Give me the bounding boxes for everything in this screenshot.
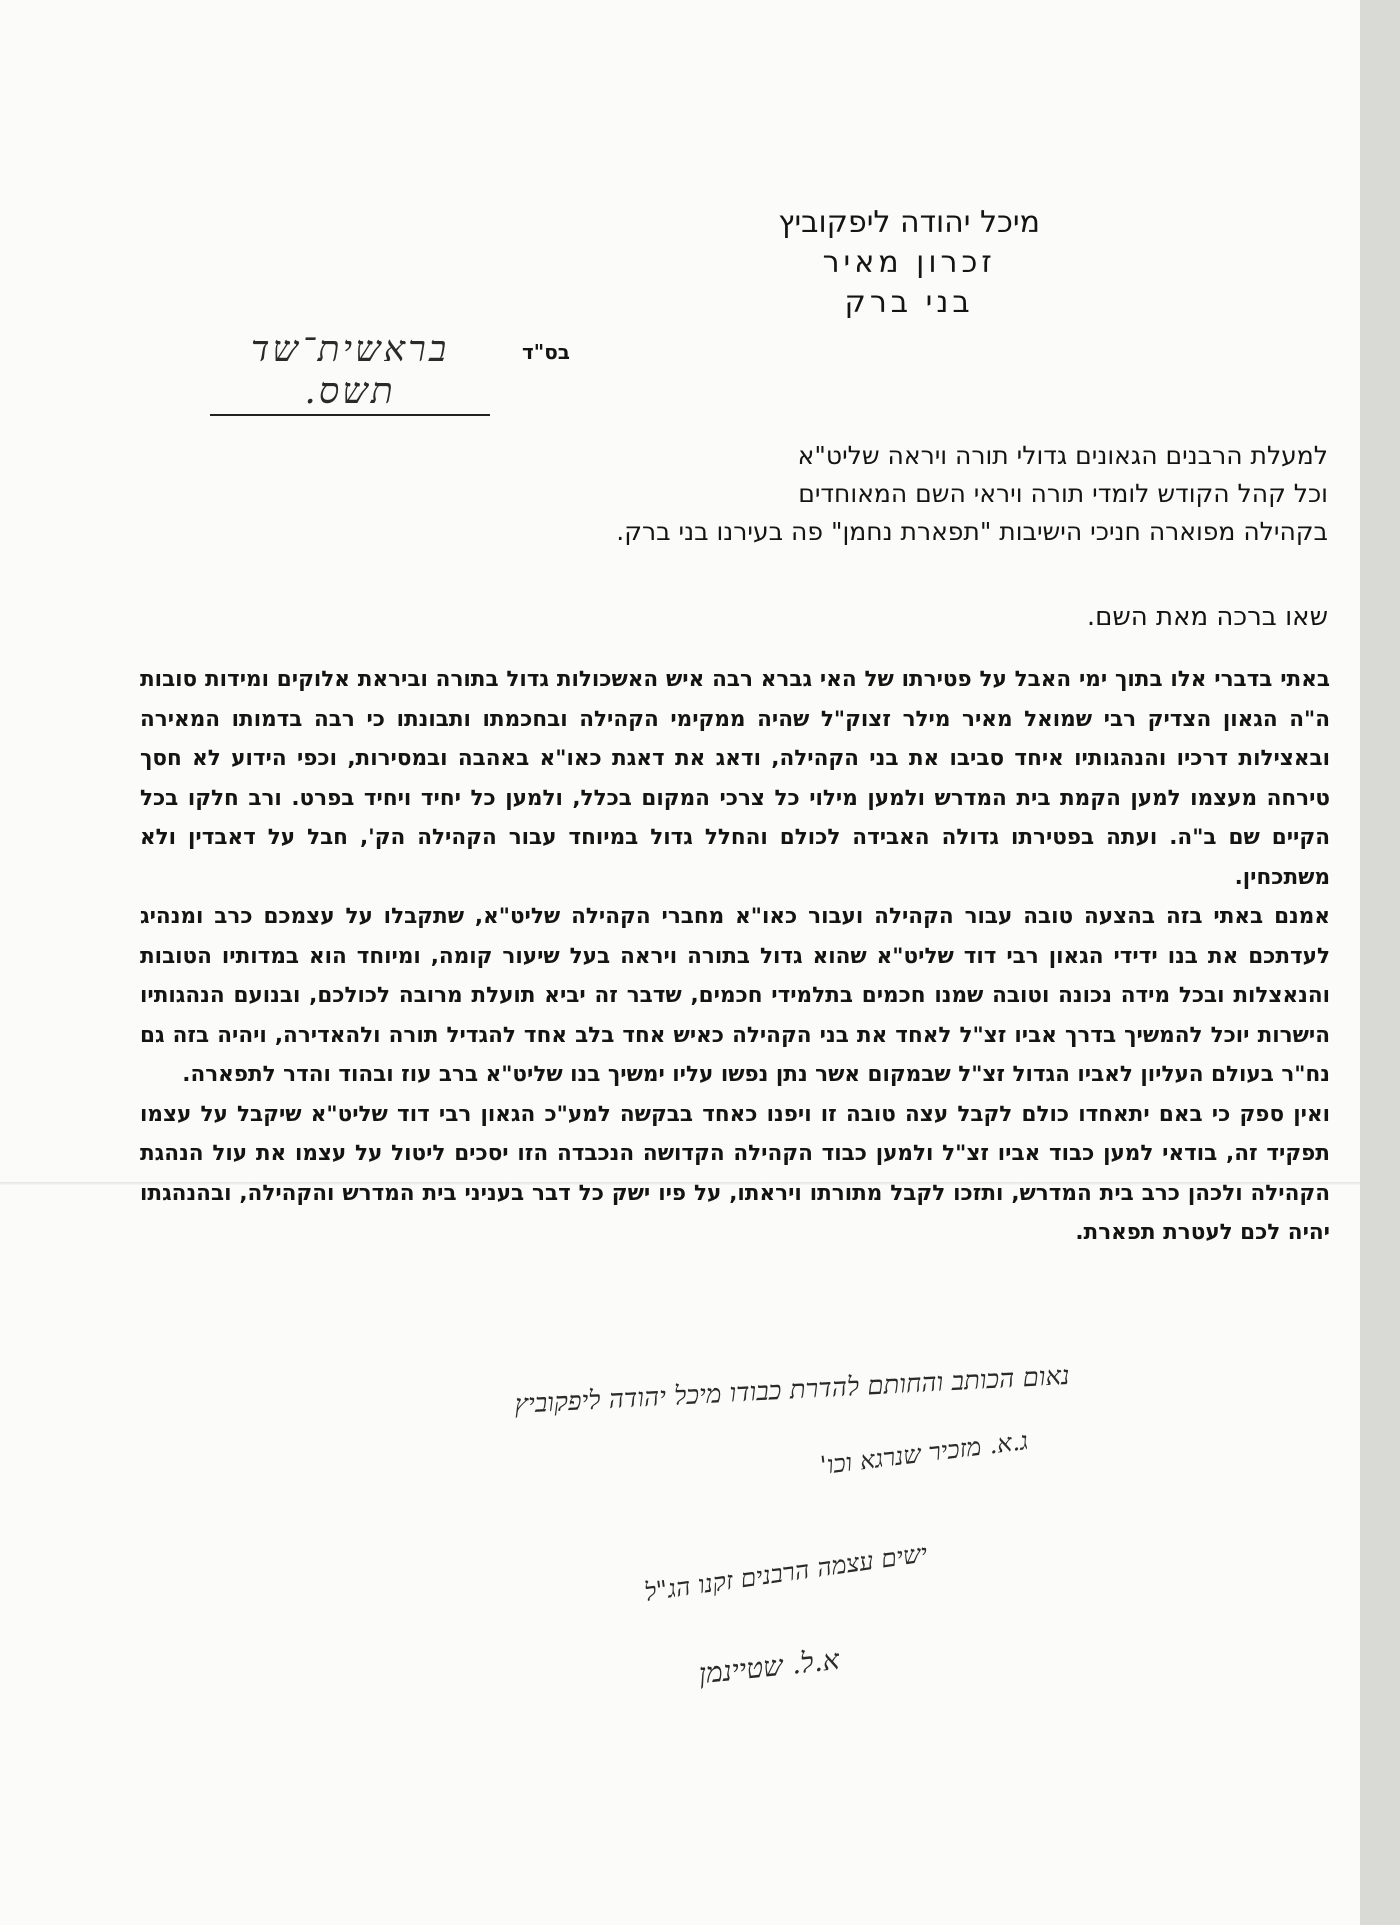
addressee-line: וכל קהל הקודש לומדי תורה ויראי השם המאוחדים: [798, 479, 1328, 508]
page-edge-shadow: [1360, 0, 1400, 1925]
addressee-line: למעלת הרבנים הגאונים גדולי תורה ויראה שליט"א: [797, 441, 1328, 470]
sender-name: מיכל יהודה ליפקוביץ: [778, 205, 1040, 240]
body-paragraph: אמנם באתי בזה בהצעה טובה עבור הקהילה ועבור כאו"א מחברי הקהילה שליט"א, שתקבלו על עצמכם כרב ומנהיג לעדתכם את בנו ידידי הגאון רבי דוד שליט"א שהוא גדול בתורה ויראה בעל שיעור קומה, ומיוחד הוא במדותיו הטובות והנאצלות ובכל מידה נכונה וטובה שמנו חכמים בתלמידי חכמים, שדבר זה יביא תועלת מרובה לכולכם, ובנועם הנהגותיו הישרות יוכל להמשיך בדרך אביו זצ"ל לאחד את בני הקהילה כאיש אחד בלב אחד להגדיל תורה ולהאדירה, ויהיה בזה גם נח"ר בעולם העליון לאביו הגדול זצ"ל שבמקום אשר נתן נפשו עליו ימשיך בנו שליט"א ברב עוז ובהוד והדר לתפארה.: [140, 904, 1330, 1087]
body-paragraph: ואין ספק כי באם יתאחדו כולם לקבל עצה טובה זו ויפנו כאחד בבקשה למע"כ הגאון רבי דוד שליט"א שיקבל על עצמו תפקיד זה, בודאי למען כבוד אביו זצ"ל ולמען כבוד הקהילה הקדושה הנכבדה הזו יסכים ליטול על עצמו את עול הנהגת הקהילה ולכהן כרב בית המדרש, ותזכו לקבל מתורתו ויראתו, על פיו ישק כל דבר בעניני בית המדרש והקהילה, ובהנהגתו יהיה לכם לעטרת תפארת.: [140, 1101, 1330, 1245]
sender-street: זכרון מאיר: [822, 245, 996, 280]
handwritten-note: ג.א. מזכיר שנרגא וכו': [818, 1425, 1030, 1481]
letter-body: [140, 660, 1330, 1253]
dateline: [150, 328, 570, 412]
body-paragraph: באתי בדברי אלו בתוך ימי האבל על פטירתו של האי גברא רבה איש האשכולות גדול בתורה וביראת אלוקים ומידות סובות ה"ה הגאון הצדיק רבי שמואל מאיר מילר זצוק"ל שהיה ממקימי הקהילה ובחכמתו ותבונתו כי רבה בדמותו המאירה ובאצילות דרכיו והנהגותיו איחד סביבו את בני הקהילה, ודאג את דאגת כאו"א באהבה ובמסירות, וכפי הידוע לא חסך טירחה מעצמו למען הקמת בית המדרש ולמען מילוי כל צרכי המקום בכלל, ולמען כל יחיד ויחיד בפרט. ורב חלקו בכל הקיים שם ב"ה. ועתה בפטירתו גדולה האבידה לכולם והחלל גדול במיוחד עבור הקהילה הק', חבל על דאבדין ולא משתכחין.: [140, 667, 1330, 890]
handwritten-note: ישים עצמה הרבנים זקנו הג"ל: [642, 1538, 930, 1607]
handwritten-signature: א.ל. שטיינמן: [697, 1642, 841, 1691]
addressee-block: [428, 437, 1328, 551]
handwritten-closing: נאום הכותב והחותם להדרת כבודו מיכל יהודה ליפקוביץ: [513, 1360, 1071, 1420]
bsd-mark: בס"ד: [522, 340, 570, 364]
sender-block: [778, 203, 1040, 323]
addressee-line: בקהילה מפוארה חניכי הישיבות "תפארת נחמן" פה בעירנו בני ברק.: [616, 517, 1328, 546]
greeting: שאו ברכה מאת השם.: [1086, 602, 1328, 632]
sender-city: בני ברק: [844, 285, 974, 320]
handwritten-date: בראשית־שד תשס.: [210, 328, 490, 416]
